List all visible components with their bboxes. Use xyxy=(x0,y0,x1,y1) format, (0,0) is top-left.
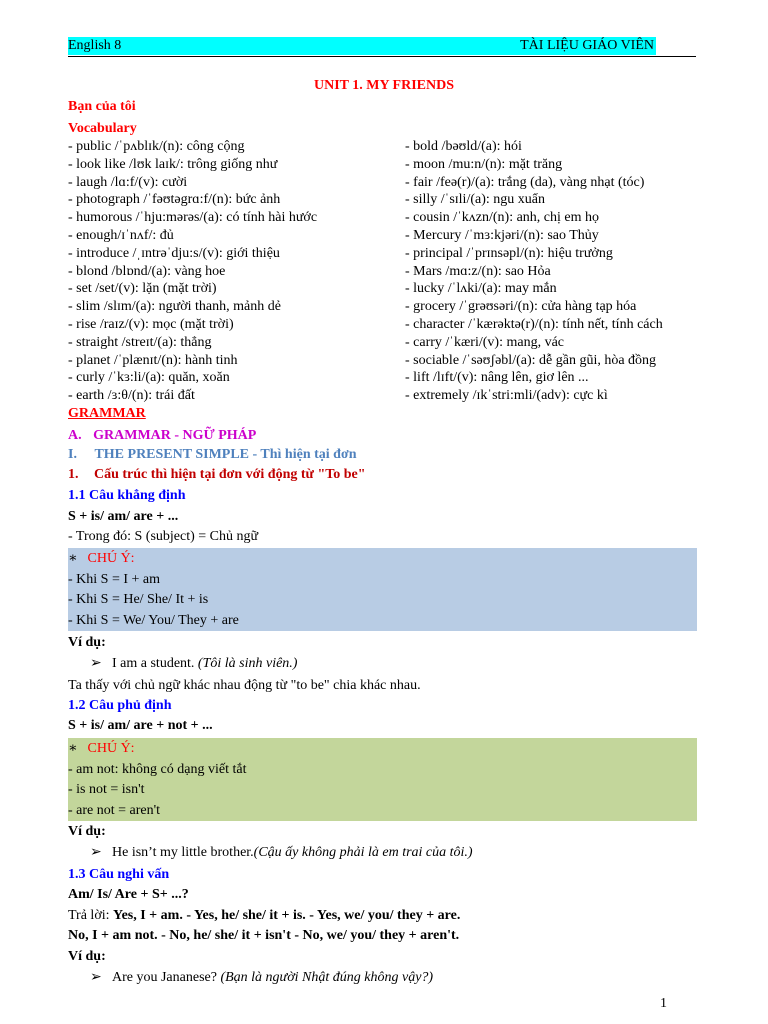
answer-label: Trả lời: xyxy=(68,908,114,923)
unit-title: UNIT 1. MY FRIENDS xyxy=(313,78,454,93)
note-line: - are not = aren't xyxy=(68,803,161,818)
header-left: English 8 xyxy=(68,38,122,53)
vocab-item: - straight /streɪt/(a): thẳng xyxy=(68,334,212,350)
subsection-1-1: 1.1 Câu khẳng định xyxy=(68,488,186,503)
note-box-negative xyxy=(68,738,697,821)
formula-negative: S + is/ am/ are + not + ... xyxy=(68,718,213,733)
example-label: Ví dụ: xyxy=(68,635,106,650)
example-1-comment: Ta thấy với chủ ngữ khác nhau động từ "to be" chia khác nhau. xyxy=(68,678,421,693)
formula-affirmative: S + is/ am/ are + ... xyxy=(68,509,179,524)
section-i-label: I. xyxy=(68,447,77,462)
grammar-heading: GRAMMAR xyxy=(68,406,146,421)
page-header xyxy=(68,37,656,55)
example-2 xyxy=(90,844,473,861)
subsection-1-3: 1.3 Câu nghi vấn xyxy=(68,867,170,882)
example-3 xyxy=(90,969,433,986)
example-3-text: Are you Jananese? xyxy=(112,970,217,985)
header-rule xyxy=(68,56,696,57)
vocab-item: - sociable /ˈsəʊʃəbl/(a): dễ gần gũi, hòa đồng xyxy=(405,352,657,368)
vocab-item: - look like /lʊk laɪk/: trông giống như xyxy=(68,156,278,172)
vocabulary-heading: Vocabulary xyxy=(68,121,137,136)
section-i-text: THE PRESENT SIMPLE - Thì hiện tại đơn xyxy=(94,447,357,462)
example-2-translation: (Cậu ấy không phải là em trai của tôi.) xyxy=(253,845,473,860)
vocab-item: - set /set/(v): lặn (mặt trời) xyxy=(68,281,217,297)
vocab-item: - earth /ɜ:θ/(n): trái đất xyxy=(68,388,195,404)
note-label: CHÚ Ý: xyxy=(87,551,135,566)
note-line: - is not = isn't xyxy=(68,782,145,797)
note-line: - Khi S = He/ She/ It + is xyxy=(68,592,209,607)
vocab-item: - grocery /ˈgrəʊsəri/(n): cửa hàng tạp hóa xyxy=(405,299,637,315)
example-1 xyxy=(90,655,297,672)
arrow-bullet-icon: ➢ xyxy=(90,656,102,671)
vocab-item: - principal /ˈprɪnsəpl/(n): hiệu trưởng xyxy=(405,245,613,261)
example-3-translation: (Bạn là người Nhật đúng không vậy?) xyxy=(220,970,434,985)
example-label: Ví dụ: xyxy=(68,824,106,839)
vocab-item: - humorous /ˈhju:mərəs/(a): có tính hài hước xyxy=(68,210,318,226)
section-a-label: A. xyxy=(68,428,82,443)
vocab-right-column xyxy=(405,138,663,405)
answer-no: No, I + am not. - No, he/ she/ it + isn't - No, we/ you/ they + aren't. xyxy=(68,928,460,943)
vocab-item: - Mercury /ˈmɜ:kjəri/(n): sao Thủy xyxy=(405,227,599,243)
vocab-item: - moon /mu:n/(n): mặt trăng xyxy=(405,156,563,172)
note-line: - Khi S = I + am xyxy=(68,572,161,587)
formula-note: - Trong đó: S (subject) = Chủ ngữ xyxy=(68,529,259,544)
example-1-text: I am a student. xyxy=(112,656,195,671)
note-box-affirmative xyxy=(68,548,697,631)
note-label: CHÚ Ý: xyxy=(87,741,135,756)
vocab-item: - lift /lɪft/(v): nâng lên, giơ lên ... xyxy=(405,370,589,386)
page-number: 1 xyxy=(660,996,667,1011)
vocab-item: - silly /ˈsɪli/(a): ngu xuẩn xyxy=(405,192,545,208)
note-title xyxy=(68,740,135,757)
header-right: TÀI LIỆU GIÁO VIÊN xyxy=(520,38,654,53)
section-a-text: GRAMMAR - NGỮ PHÁP xyxy=(93,428,257,443)
vocab-item: - Mars /mɑ:z/(n): sao Hỏa xyxy=(405,263,551,279)
example-1-translation: (Tôi là sinh viên.) xyxy=(197,656,298,671)
vocab-item: - enough/ɪˈnʌf/: đủ xyxy=(68,227,174,243)
vocab-item: - public /ˈpʌblɪk/(n): công cộng xyxy=(68,139,245,154)
section-1-text: Cấu trúc thì hiện tại đơn với động từ "To be" xyxy=(94,467,366,482)
arrow-bullet-icon: ➢ xyxy=(90,970,102,985)
section-1-heading xyxy=(68,467,366,483)
vocab-item: - blond /blɒnd/(a): vàng hoe xyxy=(68,263,226,279)
arrow-bullet-icon: ➢ xyxy=(90,845,102,860)
vocab-item: - photograph /ˈfəʊtəgrɑ:f/(n): bức ảnh xyxy=(68,192,281,208)
answer-yes-line xyxy=(68,908,460,924)
answer-yes: Yes, I + am. - Yes, he/ she/ it + is. - Yes, we/ you/ they + are. xyxy=(113,908,461,923)
vocab-item: - introduce /ˌɪntrəˈdju:s/(v): giới thiệu xyxy=(68,245,280,261)
vocab-item: - bold /bəʊld/(a): hói xyxy=(405,139,522,154)
vocab-item: - curly /ˈkɜ:li/(a): quăn, xoăn xyxy=(68,370,230,386)
asterisk-icon: ∗ xyxy=(68,551,78,566)
vocab-item: - fair /feə(r)/(a): trắng (da), vàng nhạt (tóc) xyxy=(405,174,645,190)
vocab-item: - rise /raɪz/(v): mọc (mặt trời) xyxy=(68,316,234,332)
section-i-heading xyxy=(68,447,357,463)
vocab-item: - extremely /ɪkˈstri:mli/(adv): cực kì xyxy=(405,388,608,404)
section-a-heading xyxy=(68,428,256,444)
vocab-item: - lucky /ˈlʌki/(a): may mắn xyxy=(405,281,557,297)
vocab-item: - planet /ˈplænɪt/(n): hành tinh xyxy=(68,352,238,368)
example-2-text: He isn’t my little brother. xyxy=(112,845,254,860)
vocab-item: - carry /ˈkæri/(v): mang, vác xyxy=(405,334,564,350)
asterisk-icon: ∗ xyxy=(68,741,78,756)
section-1-label: 1. xyxy=(68,467,79,482)
note-line: - am not: không có dạng viết tắt xyxy=(68,762,247,777)
vocab-item: - slim /slɪm/(a): người thanh, mảnh dẻ xyxy=(68,299,281,315)
formula-question: Am/ Is/ Are + S+ ...? xyxy=(68,887,189,902)
vocab-left-column xyxy=(68,138,317,405)
example-label: Ví dụ: xyxy=(68,949,106,964)
note-title xyxy=(68,550,135,567)
subsection-1-2: 1.2 Câu phủ định xyxy=(68,698,172,713)
vocab-item: - character /ˈkærəktə(r)/(n): tính nết, tính cách xyxy=(405,316,663,332)
vocab-item: - cousin /ˈkʌzn/(n): anh, chị em họ xyxy=(405,210,600,226)
vocab-item: - laugh /lɑ:f/(v): cười xyxy=(68,174,188,190)
unit-subtitle: Bạn của tôi xyxy=(68,99,136,114)
note-line: - Khi S = We/ You/ They + are xyxy=(68,613,239,628)
